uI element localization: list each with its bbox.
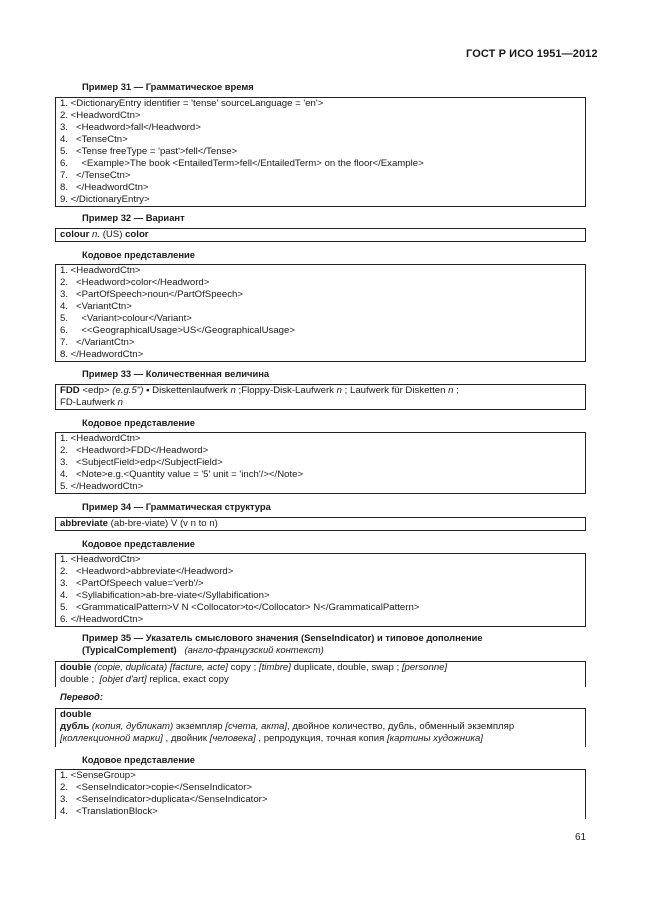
translation-headword-ru: дубль (60, 721, 90, 732)
code-line: 6. <Example>The book <EntailedTerm>fell</EntailedTerm> on the floor</Example> (60, 158, 424, 169)
example-34-code-box (55, 553, 586, 627)
sense-indicator: [personne] (401, 662, 448, 673)
example-35-title-cont (82, 644, 324, 655)
entry-translation: ;Floppy-Disk-Laufwerk (235, 385, 337, 396)
code-line: 4. <VariantCtn> (60, 301, 132, 312)
entry-grammar: (ab-bre-viate) V (v n to n) (108, 518, 218, 529)
entry-example: (e.g.5") (112, 385, 144, 396)
entry-headword: colour (60, 229, 90, 240)
translation-text: , репродукция, точная копия (255, 733, 387, 744)
example-32-entry (60, 229, 581, 241)
entry-variant: color (125, 229, 149, 240)
example-35-title-note: (англо-французский контекст) (184, 644, 324, 655)
code-line: 5. <Tense freeType = 'past'>fell</Tense> (60, 146, 238, 157)
code-line: 2. <SenseIndicator>copie</SenseIndicator> (60, 782, 253, 793)
sense-indicator: [objet d'art] (96, 674, 147, 685)
entry-gender: n (336, 385, 342, 396)
translation-text: экземпляр (173, 721, 226, 732)
entry-headword: FDD (60, 385, 80, 396)
entry-gender: n (230, 385, 236, 396)
entry-gender: n (117, 397, 123, 408)
example-34-title: Пример 34 — Грамматическая структура (82, 501, 271, 512)
example-34-entry-box (55, 517, 586, 531)
entry-subject-tag: <edp> (79, 385, 113, 396)
example-35-code-box (55, 769, 586, 819)
example-35-translation-box (55, 708, 586, 747)
code-line: 5. <GrammaticalPattern>V N <Collocator>to</Collocator> N</GrammaticalPattern> (60, 602, 420, 613)
example-35-code-title: Кодовое представление (82, 754, 195, 765)
example-33-code-title: Кодовое представление (82, 417, 195, 428)
translation-line-2 (60, 733, 581, 745)
entry-pos: n. (92, 229, 101, 240)
code-line: 1. <HeadwordCtn> (60, 433, 141, 444)
translation-text: , двойное количество, дубль, обменный экземпляр (287, 721, 515, 732)
code-line: 2. <Headword>FDD</Headword> (60, 445, 209, 456)
code-line: 8. </HeadwordCtn> (60, 349, 144, 360)
example-33-entry-box (55, 384, 586, 410)
entry-translation: duplicate, double, swap ; (290, 662, 402, 673)
code-line: 4. <Syllabification>ab-bre-viate</Syllabification> (60, 590, 270, 601)
code-line: 2. <Headword>abbreviate</Headword> (60, 566, 234, 577)
entry-translation: FD-Laufwerk (60, 397, 118, 408)
code-line: 4. <TenseCtn> (60, 134, 128, 145)
code-line: 1. <SenseGroup> (60, 770, 136, 781)
code-line: 2. <Headword>color</Headword> (60, 277, 210, 288)
code-line: 1. <HeadwordCtn> (60, 265, 141, 276)
code-line: 3. <Headword>fall</Headword> (60, 122, 201, 133)
code-line: 6. </HeadwordCtn> (60, 614, 144, 625)
example-35-title: Пример 35 — Указатель смыслового значения (SenseIndicator) и типовое дополнение (82, 632, 483, 643)
translation-label: Перевод: (60, 691, 103, 702)
sense-indicator: [timbre] (258, 662, 291, 673)
sense-indicator: (копия, дубликат) (89, 721, 174, 732)
example-31-code-box (55, 97, 586, 207)
entry-headword: double (60, 662, 92, 673)
translation-headword: double (60, 709, 92, 720)
example-32-code-box (55, 264, 586, 362)
entry-translation: copy ; (227, 662, 259, 673)
example-34-entry (60, 518, 581, 530)
code-line: 1. <HeadwordCtn> (60, 554, 141, 565)
translation-line-1 (60, 721, 581, 733)
example-31-title: Пример 31 — Грамматическое время (82, 81, 254, 92)
sense-indicator: (copie, duplicata) [facture, acte] (91, 662, 228, 673)
code-line: 8. </HeadwordCtn> (60, 182, 149, 193)
code-line: 5. <Variant>colour</Variant> (60, 313, 192, 324)
entry-translation: double ; (60, 674, 97, 685)
code-line: 7. </VariantCtn> (60, 337, 135, 348)
example-35-entry-line-2 (60, 674, 581, 686)
code-line: 7. </TenseCtn> (60, 170, 131, 181)
example-32-title: Пример 32 — Вариант (82, 212, 185, 223)
document-header: ГОСТ Р ИСО 1951—2012 (466, 48, 598, 60)
code-line: 3. <PartOfSpeech>noun</PartOfSpeech> (60, 289, 243, 300)
example-34-code-title: Кодовое представление (82, 538, 195, 549)
example-33-entry-line-2 (60, 397, 581, 409)
code-line: 4. <Note>e.g.<Quantity value = '5' unit = 'inch'/></Note> (60, 469, 304, 480)
sense-indicator: [коллекционной марки] (60, 733, 163, 744)
sense-indicator: [счета, акта] (225, 721, 288, 732)
sense-indicator: [человека] (209, 733, 256, 744)
example-33-title: Пример 33 — Количественная величина (82, 368, 270, 379)
example-33-code-box (55, 432, 586, 494)
entry-separator: ; (453, 385, 459, 396)
code-line: 4. <TranslationBlock> (60, 806, 158, 817)
page-number: 61 (575, 832, 587, 843)
code-line: 3. <SenseIndicator>duplicata</SenseIndicator> (60, 794, 268, 805)
code-line: 6. <<GeographicalUsage>US</GeographicalUsage> (60, 325, 295, 336)
code-line: 2. <HeadwordCtn> (60, 110, 141, 121)
entry-translation: replica, exact copy (146, 674, 229, 685)
example-32-entry-box (55, 228, 586, 242)
entry-headword: abbreviate (60, 518, 108, 529)
sense-indicator: [картины художника] (386, 733, 483, 744)
entry-variant-label: (US) (102, 229, 123, 240)
example-35-entry-box (55, 661, 586, 687)
code-line: 3. <SubjectField>edp</SubjectField> (60, 457, 223, 468)
code-line: 1. <DictionaryEntry identifier = 'tense' sourceLanguage = 'en'> (60, 98, 324, 109)
example-33-entry-line-1 (60, 385, 581, 397)
translation-text: , двойник (162, 733, 210, 744)
entry-translation: ▪ Diskettenlaufwerk (143, 385, 231, 396)
example-32-code-title: Кодовое представление (82, 249, 195, 260)
example-35-title-term: (TypicalComplement) (82, 644, 177, 655)
code-line: 3. <PartOfSpeech value='verb'/> (60, 578, 204, 589)
code-line: 9. </DictionaryEntry> (60, 194, 150, 205)
entry-translation: ; Laufwerk für Disketten (341, 385, 449, 396)
entry-gender: n (448, 385, 454, 396)
code-line: 5. </HeadwordCtn> (60, 481, 144, 492)
example-35-entry-line-1 (60, 662, 581, 674)
